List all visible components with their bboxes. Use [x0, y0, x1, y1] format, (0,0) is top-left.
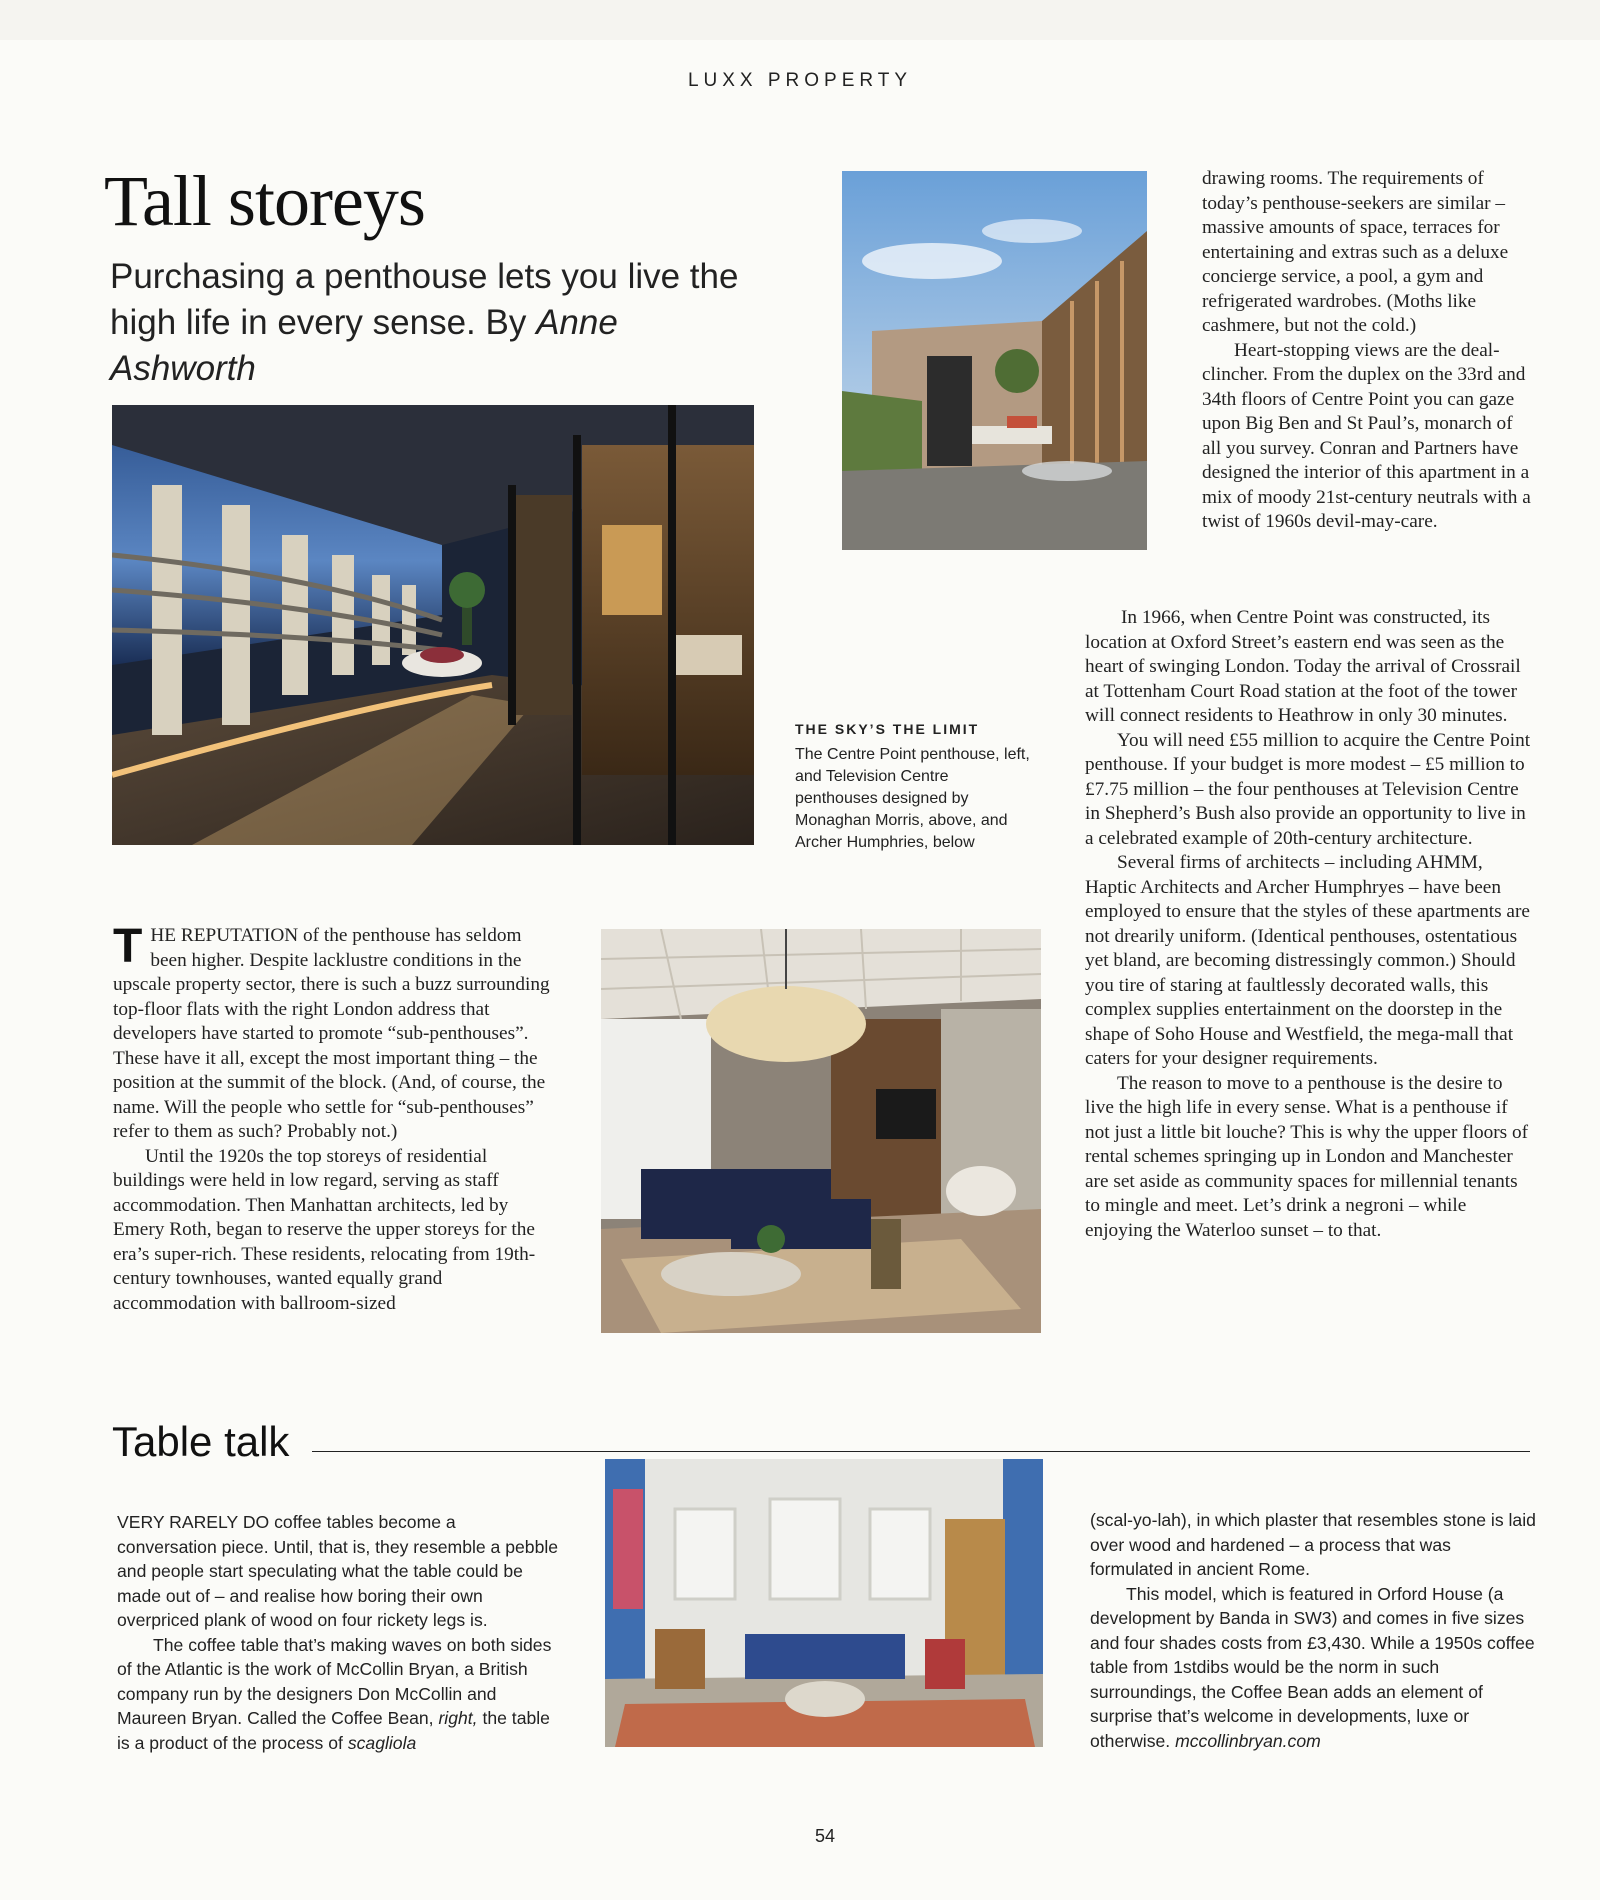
article-column-right — [1085, 606, 1535, 1243]
sidebar-paragraph: The coffee table that’s making waves on both sides of the Atlantic is the work of McCollin Bryan, a British company run by the designers Don McCollin and Maureen Bryan. Called the Coffee Bean, right, the table is a product of the process of scagliola — [117, 1634, 552, 1753]
article-column-right-top — [1202, 167, 1534, 535]
author-byline: Anne Ashworth — [110, 303, 618, 388]
article-paragraph: In 1966, when Centre Point was constructed, its location at Oxford Street’s eastern end was seen as the heart of swinging London. Today the arrival of Crossrail at Tottenham Court Road station at the foot of the tower will connect residents to Heathrow in only 30 minutes. — [1085, 607, 1521, 726]
article-column-left — [113, 920, 553, 1316]
page-number: 54 — [814, 1826, 836, 1846]
drop-cap: T — [113, 920, 143, 973]
sidebar-column-right — [1090, 1508, 1538, 1753]
living-room-photo — [601, 929, 1041, 1333]
article-paragraph: Until the 1920s the top storeys of residential buildings were held in low regard, serving as staff accommodation. Then Manhattan architects, led by Emery Roth, began to reserve the upper storeys for the era’s super-rich. These residents, relocating from 19th-century townhouses, wanted equally grand accommodation with ballroom-sized — [113, 1145, 536, 1314]
sidebar-column-left — [117, 1510, 559, 1755]
sidebar-paragraph: VERY RARELY DO coffee tables become a conversation piece. Until, that is, they resemble a pebble and people start speculating what the table could be made out of – and realise how boring their own overpriced plank of wood on four rickety legs is. — [117, 1512, 559, 1630]
living-room-illustration — [601, 929, 1041, 1333]
section-label: LUXX PROPERTY — [687, 70, 913, 91]
website-link[interactable]: mccollinbryan.com — [1175, 1730, 1321, 1751]
article-title: Tall storeys — [104, 161, 425, 241]
centre-point-terrace-photo — [112, 405, 754, 845]
sidebar-heading: Table talk — [112, 1418, 290, 1465]
caption-title: THE SKY’S THE LIMIT — [795, 721, 980, 737]
television-centre-terrace-photo — [842, 171, 1147, 550]
coffee-bean-table-photo — [605, 1459, 1043, 1747]
centre-point-terrace-illustration — [112, 405, 754, 845]
caption-text: The Centre Point penthouse, left, and Television Centre penthouses designed by Monaghan Morris, above, and Archer Humphries, below — [795, 746, 1030, 851]
standfirst — [110, 254, 770, 392]
heading-rule — [312, 1451, 1530, 1452]
sidebar-paragraph: (scal-yo-lah), in which plaster that resembles stone is laid over wood and hardened – a process that was formulated in ancient Rome. — [1090, 1510, 1536, 1579]
article-paragraph: Heart-stopping views are the deal-clincher. From the duplex on the 33rd and 34th floors of Centre Point you can gaze upon Big Ben and St Paul’s, monarch of all you survey. Conran and Partners have designed the interior of this apartment in a mix of moody 21st-century neutrals with a twist of 1960s devil-may-care. — [1202, 339, 1531, 532]
article-paragraph: Several firms of architects – including AHMM, Haptic Architects and Archer Humphryes – have been employed to ensure that the styles of these apartments are not drearily uniform. (Identical penthouses, ostentatious yet bland, are becoming distressingly common.) Should you tire of staring at faultlessly decorated walls, this complex supplies entertainment on the doorstep in the shape of Soho House and Westfield, the mega-mall that caters for your designer requirements. — [1085, 852, 1530, 1069]
article-paragraph: The reason to move to a penthouse is the desire to live the high life in every sense. What is a penthouse if not just a little bit louche? This is why the upper floors of rental schemes springing up in London and Manchester are set aside as community spaces for millennial tenants to mingle and meet. Let’s drink a negroni – while enjoying the Waterloo sunset – to that. — [1085, 1072, 1529, 1241]
article-paragraph: THE REPUTATION of the penthouse has seldom been higher. Despite lacklustre conditions in the upscale property sector, there is such a buzz surrounding top-floor flats with the right London address that developers have started to promote “sub-penthouses”. These have it all, except the most important thing – the position at the summit of the block. (And, of course, the name. Will the people who settle for “sub-penthouses” refer to them as such? Probably not.) — [113, 920, 550, 1142]
photo-caption — [795, 718, 1035, 854]
television-centre-terrace-illustration — [842, 171, 1147, 550]
standfirst-text: Purchasing a penthouse lets you live the high life in every sense. By — [110, 257, 739, 342]
sidebar-paragraph: This model, which is featured in Orford House (a development by Banda in SW3) and comes in five sizes and four shades costs from £3,430. While a 1950s coffee table from 1stdibs would be the norm in such surroundings, the Coffee Bean adds an element of surprise that’s welcome in developments, luxe or otherwise. mccollinbryan.com — [1090, 1583, 1535, 1751]
coffee-bean-room-illustration — [605, 1459, 1043, 1747]
article-paragraph: You will need £55 million to acquire the Centre Point penthouse. If your budget is more modest – £5 million to £7.75 million – the four penthouses at Television Centre in Shepherd’s Bush also provide an opportunity to live in a celebrated example of 20th-century architecture. — [1085, 729, 1531, 849]
article-paragraph: drawing rooms. The requirements of today’s penthouse-seekers are similar – massive amounts of space, terraces for entertaining and extras such as a deluxe concierge service, a pool, a gym and refrigerated wardrobes. (Moths like cashmere, but not the cold.) — [1202, 168, 1509, 336]
